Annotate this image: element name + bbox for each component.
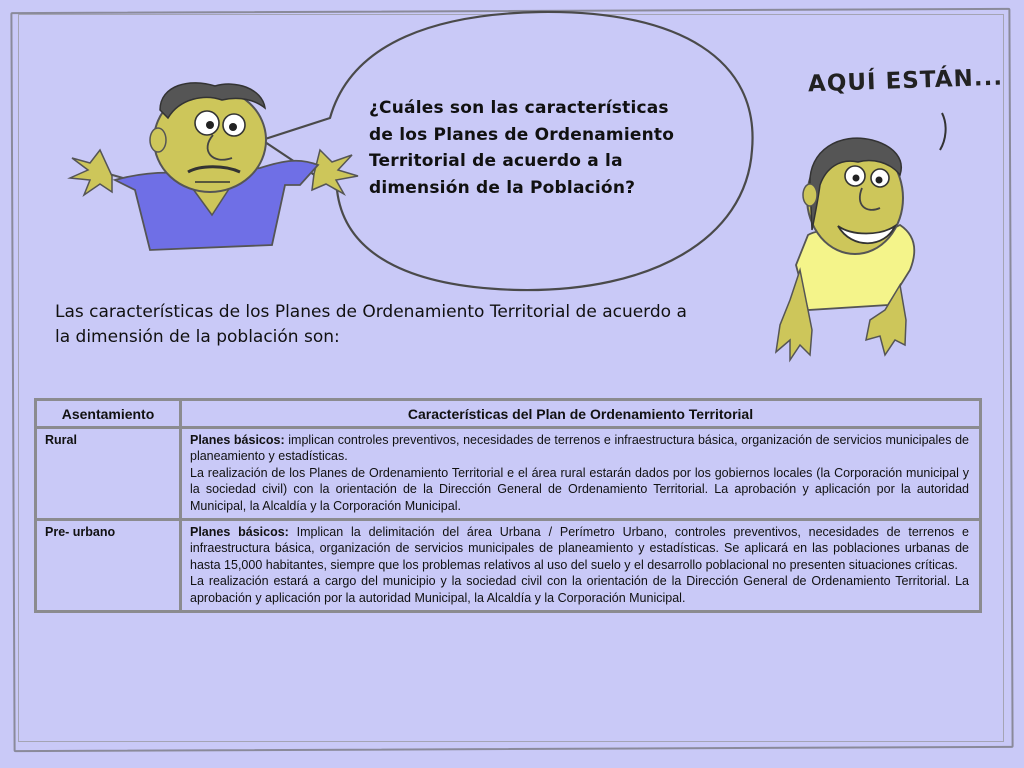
intro-line-1: Las características de los Planes de Ordenamiento Territorial de acuerdo a — [55, 302, 687, 322]
plan-label: Planes básicos: — [190, 525, 289, 540]
answer-caption: AQUÍ ESTÁN... — [807, 64, 1004, 98]
characteristics-cell — [181, 520, 981, 612]
plan-label: Planes básicos: — [190, 433, 285, 447]
intro-line-2: la dimensión de la población son: — [55, 327, 340, 347]
header-settlement: Asentamiento — [36, 400, 181, 428]
execution-text: La realización de los Planes de Ordenamiento Territorial e el área rural estarán dados por los gobiernos locales (la Corporación municipal y la sociedad civil) con la orientación de la Dirección General de Ordenamiento Territorial. La aprobación y aplicación por la autoridad Municipal, la Alcaldía y la Corporación Municipal. — [190, 465, 969, 513]
question-line: Territorial de acuerdo a la — [369, 151, 623, 171]
table-row-pre-urbano — [36, 520, 981, 612]
table-header-row — [36, 400, 981, 428]
settlement-cell: Pre- urbano — [36, 520, 181, 612]
table-row-rural — [36, 428, 981, 520]
plan-text: Implican la delimitación del área Urbana / Perímetro Urbano, controles preventivos, necesidades de terrenos e infraestructura básica, organización de servicios municipales de planeamiento y estadísticas. Se aplicará en las poblaciones urbanas de hasta 15,000 habitantes, siempre que los problemas relativos al uso del suelo y el desarrollo poblacional no presenten situaciones críticas. — [190, 525, 969, 572]
question-line: ¿Cuáles son las características — [369, 98, 669, 118]
characteristics-cell — [181, 428, 981, 520]
question-line: dimensión de la Población? — [369, 177, 636, 198]
speech-bubble-question — [369, 95, 729, 201]
question-line: de los Planes de Ordenamiento — [369, 124, 675, 145]
execution-text: La realización estará a cargo del municipio y la sociedad civil con la orientación de la Dirección General de Ordenamiento Territorial. La aprobación y aplicación por la autoridad Municipal, la Alcaldía y la Corporación Municipal. — [190, 574, 969, 605]
left-character-illustration — [70, 83, 358, 250]
plan-text: implican controles preventivos, necesidades de terrenos e infraestructura básica, organización de servicios municipales de planeamiento y estadísticas. — [190, 433, 969, 464]
settlement-cell: Rural — [36, 428, 181, 520]
header-characteristics: Características del Plan de Ordenamiento Territorial — [181, 400, 981, 428]
right-character-illustration — [776, 113, 946, 360]
characteristics-table — [34, 398, 982, 613]
intro-paragraph — [55, 300, 755, 350]
